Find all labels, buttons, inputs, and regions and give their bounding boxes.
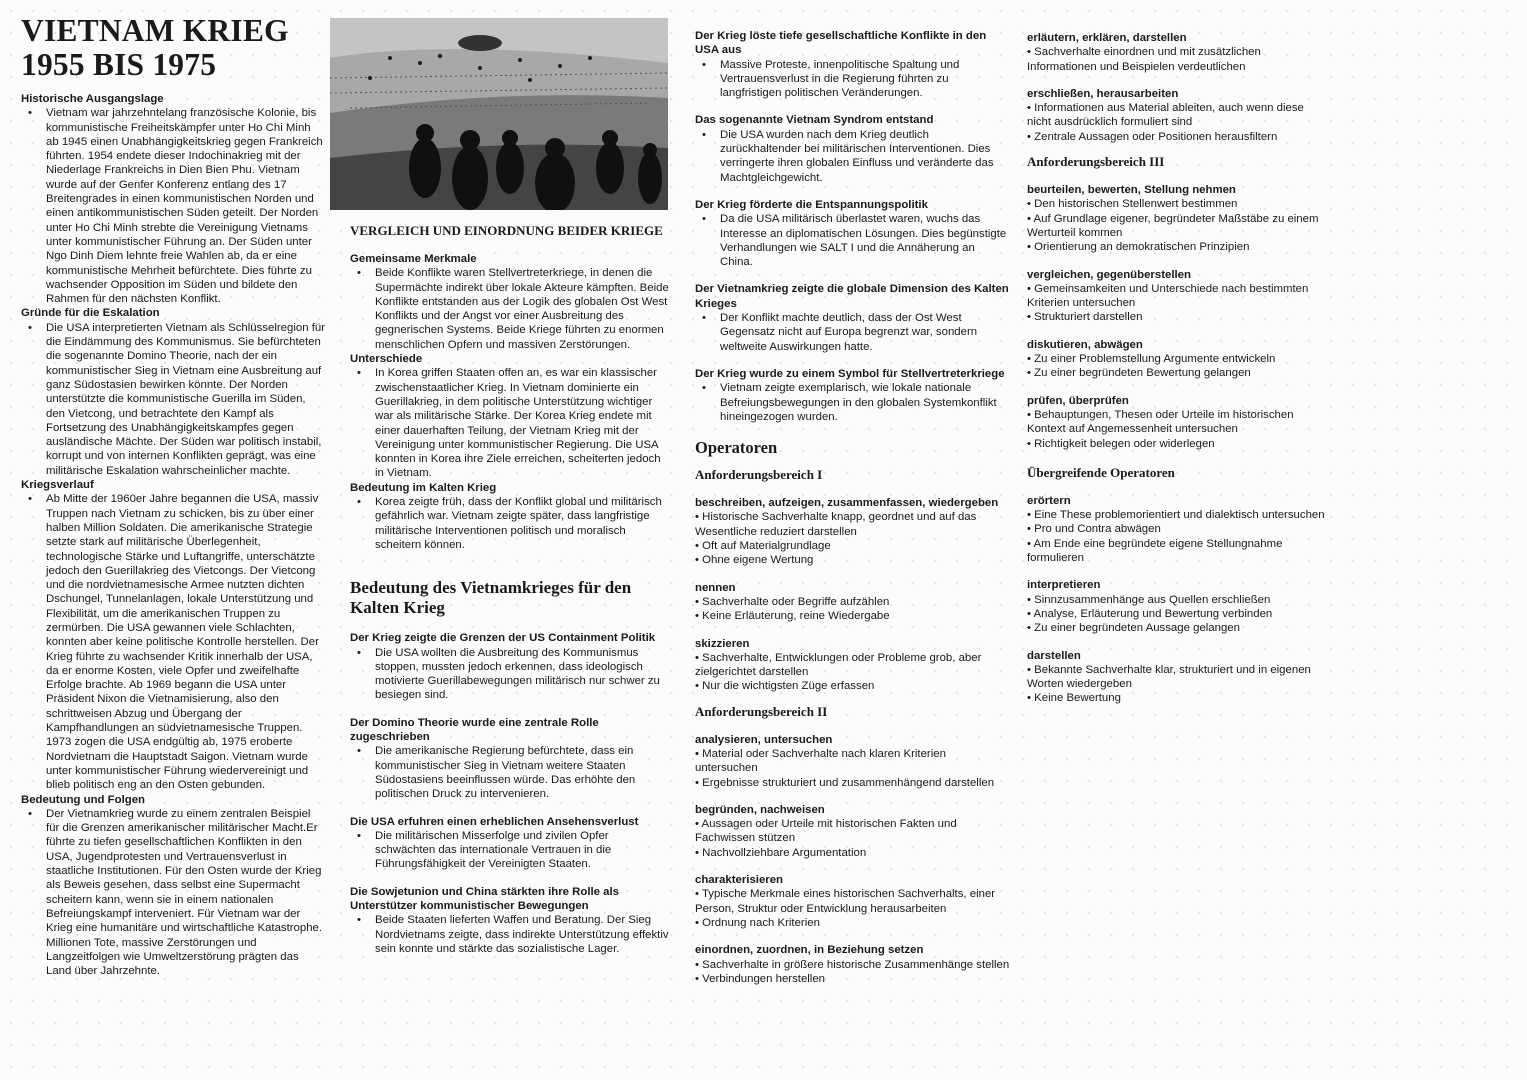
op-analysieren: analysieren, untersuchen	[695, 733, 833, 746]
comparison-heading: VERGLEICH UND EINORDNUNG BEIDER KRIEGE	[350, 223, 663, 238]
op-eroertern-line: • Pro und Contra abwägen	[1027, 523, 1161, 536]
op-beurteilen-line: • Orientierung an demokratischen Prinzipien	[1027, 241, 1250, 254]
op-nennen-line: • Keine Erläuterung, reine Wiedergabe	[695, 610, 890, 623]
op-nennen: nennen	[695, 581, 736, 594]
op-begruenden: begründen, nachweisen	[695, 803, 825, 816]
op-charakterisieren-line: • Typische Merkmale eines historischen Sachverhalts, einer Person, Struktur oder Entwicklung herausarbeiten	[695, 888, 996, 915]
heading-entspannung: Der Krieg förderte die Entspannungspolitik	[695, 198, 928, 211]
text-eskalation: • Die USA interpretierten Vietnam als Schlüsselregion für die Eindämmung des Kommunismus. Sie befürchteten die sogenannte Domino Theorie, nach der ein kommunistischer Sieg in Vietnam eine Ausbreitung auf ganz Südostasien bewirken könnte. Der Norden unterstützte die kommunistische Guerilla im Süden, den Vietcong, und betrachtete den Kampf als Fortsetzung des Unabhängigkeitskampfes gegen ausländische Mächte. Der Süden war politisch instabil, korrupt und von internen Konflikten geprägt, was eine militärische Eskalation wahrscheinlicher machte.	[21, 321, 326, 478]
op-beurteilen-line: • Den historischen Stellenwert bestimmen	[1027, 198, 1238, 211]
heading-eskalation: Gründe für die Eskalation	[21, 307, 160, 320]
op-beschreiben-line: • Ohne eigene Wertung	[695, 554, 814, 567]
text-unterschiede: • In Korea griffen Staaten offen an, es war ein klassischer zwischenstaatlicher Krieg. In Vietnam dominierte ein Guerillakrieg, in dem politische Unterstützung wichtiger war als militärische Stärke. Der Korea Krieg endete mit einer dauerhaften Teilung, der Vietnam Krieg mit der Vereinigung unter kommunistischer Regierung. Die USA konnten in Korea ihre Ziele erreichen, scheiterten jedoch in Vietnam.	[350, 366, 670, 480]
op-erschliessen: erschließen, herausarbeiten	[1027, 87, 1179, 100]
op-eroertern: erörtern	[1027, 494, 1071, 507]
op-begruenden-line: • Aussagen oder Urteile mit historischen Fakten und Fachwissen stützen	[695, 818, 957, 845]
op-skizzieren: skizzieren	[695, 637, 750, 650]
text-domino: • Die amerikanische Regierung befürchtete, dass ein kommunistischer Sieg in Vietnam weitere Staaten Südostasiens beeinflussen würde. Das erhöhte den politischen Druck zu intervenieren.	[350, 744, 670, 801]
heading-global: Der Vietnamkrieg zeigte die globale Dimension des Kalten Krieges	[695, 283, 1009, 310]
operators-title: Operatoren	[695, 438, 778, 458]
title-line-1: VIETNAM KRIEG	[21, 13, 289, 48]
op-diskutieren: diskutieren, abwägen	[1027, 338, 1143, 351]
op-eroertern-line: • Am Ende eine begründete eigene Stellungnahme formulieren	[1027, 537, 1283, 565]
text-global: • Der Konflikt machte deutlich, dass der Ost West Gegensatz nicht auf Europa begrenzt war, sondern weltweite Auswirkungen hatte.	[695, 311, 1010, 354]
op-charakterisieren-line: • Ordnung nach Kriterien	[695, 916, 820, 929]
text-sowjetunion-china: • Beide Staaten lieferten Waffen und Beratung. Der Sieg Nordvietnams zeigte, dass indirekte Unterstützung effektiv sein konnte und stärkte das sozialistische Lager.	[350, 913, 670, 956]
op-charakterisieren: charakterisieren	[695, 874, 784, 887]
op-vergleichen: vergleichen, gegenüberstellen	[1027, 268, 1191, 281]
op-erlaeutern-line: • Sachverhalte einordnen und mit zusätzlichen Informationen und Beispielen verdeutlichen	[1027, 46, 1261, 73]
op-pruefen: prüfen, überprüfen	[1027, 394, 1129, 407]
op-diskutieren-line: • Zu einer begründeten Bewertung gelangen	[1027, 367, 1251, 380]
column-comparison	[330, 18, 670, 956]
heading-symbol: Der Krieg wurde zu einem Symbol für Stellvertreterkriege	[695, 367, 1005, 380]
op-darstellen-line: • Keine Bewertung	[1027, 692, 1121, 705]
column-operators-continued	[1027, 31, 1327, 706]
op-erlaeutern: erläutern, erklären, darstellen	[1027, 32, 1187, 44]
op-interpretieren-line: • Analyse, Erläuterung und Bewertung verbinden	[1027, 607, 1273, 620]
heading-bedeutung-kalter-krieg: Bedeutung im Kalten Krieg	[350, 481, 497, 494]
op-interpretieren-line: • Sinnzusammenhänge aus Quellen erschließen	[1027, 593, 1271, 606]
comparison-section	[330, 223, 670, 956]
area3-title: Anforderungsbereich III	[1027, 154, 1165, 170]
op-beschreiben-line: • Oft auf Materialgrundlage	[695, 540, 831, 553]
op-analysieren-line: • Ergebnisse strukturiert und zusammenhängend darstellen	[695, 776, 995, 789]
area1-title: Anforderungsbereich I	[695, 467, 823, 483]
op-analysieren-line: • Material oder Sachverhalte nach klaren Kriterien untersuchen	[695, 747, 946, 775]
heading-sowjetunion-china: Die Sowjetunion und China stärkten ihre Rolle als Unterstützer kommunistischer Bewegungen	[350, 885, 619, 912]
page-title	[21, 14, 326, 82]
op-diskutieren-line: • Zu einer Problemstellung Argumente entwickeln	[1027, 353, 1276, 366]
text-ausgangslage: • Vietnam war jahrzehntelang französische Kolonie, bis kommunistische Freiheitskämpfer unter Ho Chi Minh ab 1945 einen Unabhängigkeitskrieg gegen Frankreich führten. 1954 endete dieser Indochinakrieg mit der Niederlage Frankreichs in Dien Bien Phu. Vietnam wurde auf der Genfer Konferenz entlang des 17 Breitengrades in einen kommunistischen Norden und einen antikommunistischen Süden geteilt. Der Norden unter Ho Chi Minh strebte die Vereinigung Vietnams unter kommunistischer Führung an. Der Süden unter Ngo Dinh Diem lehnte freie Wahlen ab, da er eine kommunistische Mehrheit befürchtete. Dies führte zu wachsender Opposition im Süden und bildete den Rahmen für den nächsten Konflikt.	[21, 106, 326, 306]
heading-folgen: Bedeutung und Folgen	[21, 793, 146, 806]
heading-domino: Der Domino Theorie wurde eine zentrale Rolle zugeschrieben	[350, 716, 599, 744]
op-pruefen-line: • Richtigkeit belegen oder widerlegen	[1027, 437, 1215, 450]
text-gesellschaft: • Massive Proteste, innenpolitische Spaltung und Vertrauensverlust in die Regierung führten zu langfristigen politischen Veränderungen.	[695, 58, 1010, 101]
column-history	[21, 14, 326, 978]
heading-gemeinsam: Gemeinsame Merkmale	[350, 253, 477, 265]
heading-unterschiede: Unterschiede	[350, 353, 423, 366]
text-symbol: • Vietnam zeigte exemplarisch, wie lokale nationale Befreiungsbewegungen in den globalen Systemkonflikt hineingezogen wurden.	[695, 381, 1010, 424]
op-beschreiben-line: • Historische Sachverhalte knapp, geordnet und auf das Wesentliche reduziert darstellen	[695, 511, 977, 538]
soldiers-photo	[330, 18, 668, 210]
op-einordnen: einordnen, zuordnen, in Beziehung setzen	[695, 944, 924, 957]
op-skizzieren-line: • Sachverhalte, Entwicklungen oder Probleme grob, aber zielgerichtet darstellen	[695, 651, 982, 679]
op-pruefen-line: • Behauptungen, Thesen oder Urteile im historischen Kontext auf Angemessenheit untersuchen	[1027, 408, 1294, 436]
significance-heading: Bedeutung des Vietnamkrieges für den Kalten Krieg	[350, 578, 632, 618]
heading-ausgangslage: Historische Ausgangslage	[21, 93, 164, 105]
op-beurteilen: beurteilen, bewerten, Stellung nehmen	[1027, 184, 1236, 197]
text-ansehensverlust: • Die militärischen Misserfolge und zivilen Opfer schwächten das internationale Vertrauen in die Führungsfähigkeit der Vereinigten Staaten.	[350, 829, 670, 872]
text-bedeutung-kalter-krieg: • Korea zeigte früh, dass der Konflikt global und militärisch gefährlich war. Vietnam zeigte später, dass langfristige militärische Interventionen politisch und moralisch scheitern können.	[350, 495, 670, 552]
op-vergleichen-line: • Strukturiert darstellen	[1027, 311, 1143, 324]
text-kriegsverlauf: • Ab Mitte der 1960er Jahre begannen die USA, massiv Truppen nach Vietnam zu schicken, bis zu über einer halben Million Soldaten. Die amerikanische Strategie setzte stark auf militärische Überlegenheit, technologische Stärke und Luftangriffe, unterschätzte jedoch den Guerillakrieg des Vietcongs. Der Vietcong und die nordvietnamesische Armee nutzten dichten Dschungel, Tunnelanlagen, lokale Unterstützung und Flexibilität, um die amerikanischen Truppen zu zermürben. Die USA gewannen viele Schlachten, konnten aber keine politische Kontrolle herstellen. Der Krieg führte zu wachsender Kritik innerhalb der USA, da er enorme Kosten, viele Opfer und zweifelhafte Erfolge brachte. Ab 1969 begann die USA unter Präsident Nixon die Vietnamisierung, also den schrittweisen Abzug und Übergang der Kampfhandlungen an südvietnamesische Truppen. 1973 zogen die USA endgültig ab, 1975 eroberte Nordvietnam die Hauptstadt Saigon. Vietnam wurde unter kommunistischer Führung wiedervereinigt und blieb politisch eng an den Osten gebunden.	[21, 492, 326, 792]
heading-kriegsverlauf: Kriegsverlauf	[21, 479, 94, 492]
text-gemeinsam: • Beide Konflikte waren Stellvertreterkriege, in denen die Supermächte indirekt über lokale Akteure kämpften. Beide Konflikte entstanden aus der Logik des globalen Ost West Konflikts und der Angst vor einer Ausbreitung des gegnerischen Systems. Beide Kriege führten zu enormen menschlichen Opfern und massiven Zerstörungen.	[350, 266, 670, 352]
area2-title: Anforderungsbereich II	[695, 703, 828, 719]
op-interpretieren-line: • Zu einer begründeten Aussage gelangen	[1027, 622, 1240, 635]
column-consequences-operators	[695, 29, 1010, 986]
op-beurteilen-line: • Auf Grundlage eigener, begründeter Maßstäbe zu einem Werturteil kommen	[1027, 212, 1319, 239]
op-einordnen-line: • Sachverhalte in größere historische Zusammenhänge stellen	[695, 958, 1010, 971]
op-erschliessen-line: • Informationen aus Material ableiten, auch wenn diese nicht ausdrücklich formuliert sind	[1027, 102, 1304, 129]
op-beschreiben: beschreiben, aufzeigen, zusammenfassen, wiedergeben	[695, 497, 999, 510]
heading-gesellschaft: Der Krieg löste tiefe gesellschaftliche Konflikte in den USA aus	[695, 30, 987, 57]
op-vergleichen-line: • Gemeinsamkeiten und Unterschiede nach bestimmten Kriterien untersuchen	[1027, 282, 1309, 310]
heading-ansehensverlust: Die USA erfuhren einen erheblichen Ansehensverlust	[350, 815, 639, 828]
op-darstellen-line: • Bekannte Sachverhalte klar, strukturiert und in eigenen Worten wiedergeben	[1027, 663, 1311, 691]
text-entspannung: • Da die USA militärisch überlastet waren, wuchs das Interesse an diplomatischen Lösungen. Dies begünstigte Verhandlungen wie SALT I und die Annäherung an China.	[695, 212, 1010, 269]
op-darstellen: darstellen	[1027, 649, 1081, 662]
op-einordnen-line: • Verbindungen herstellen	[695, 972, 826, 985]
heading-containment: Der Krieg zeigte die Grenzen der US Containment Politik	[350, 632, 656, 645]
op-nennen-line: • Sachverhalte oder Begriffe aufzählen	[695, 595, 890, 608]
text-syndrom: • Die USA wurden nach dem Krieg deutlich zurückhaltender bei militärischen Interventionen. Dies verringerte ihren globalen Einfluss und veränderte das Machtgleichgewicht.	[695, 128, 1010, 185]
general-operators-title: Übergreifende Operatoren	[1027, 464, 1175, 480]
op-interpretieren: interpretieren	[1027, 579, 1101, 592]
soldiers-photo-graphic	[330, 18, 668, 210]
op-erschliessen-line: • Zentrale Aussagen oder Positionen herausfiltern	[1027, 130, 1278, 143]
op-eroertern-line: • Eine These problemorientiert und dialektisch untersuchen	[1027, 509, 1325, 522]
text-containment: • Die USA wollten die Ausbreitung des Kommunismus stoppen, mussten jedoch erkennen, dass ideologisch motivierte Guerillabewegungen militärisch nur schwer zu besiegen sind.	[350, 646, 670, 703]
op-skizzieren-line: • Nur die wichtigsten Züge erfassen	[695, 680, 875, 693]
heading-syndrom: Das sogenannte Vietnam Syndrom entstand	[695, 114, 934, 127]
text-folgen: • Der Vietnamkrieg wurde zu einem zentralen Beispiel für die Grenzen amerikanischer militärischer Macht.Er führte zu tiefen gesellschaftlichen Konflikten in den USA, Jugendprotesten und Vertrauensverlust in staatliche Institutionen. Für den Osten wurde der Krieg als Beweis gesehen, dass selbst eine Supermacht scheitern kann, wenn sie in einem nationalen Befreiungskampf interveniert. Für Vietnam war der Krieg eine humanitäre und wirtschaftliche Katastrophe. Millionen Tote, massive Zerstörungen und Langzeitfolgen wie Umweltzerstörung prägten das Land über Jahrzehnte.	[21, 807, 326, 979]
op-begruenden-line: • Nachvollziehbare Argumentation	[695, 846, 867, 859]
title-line-2: 1955 BIS 1975	[21, 47, 217, 82]
